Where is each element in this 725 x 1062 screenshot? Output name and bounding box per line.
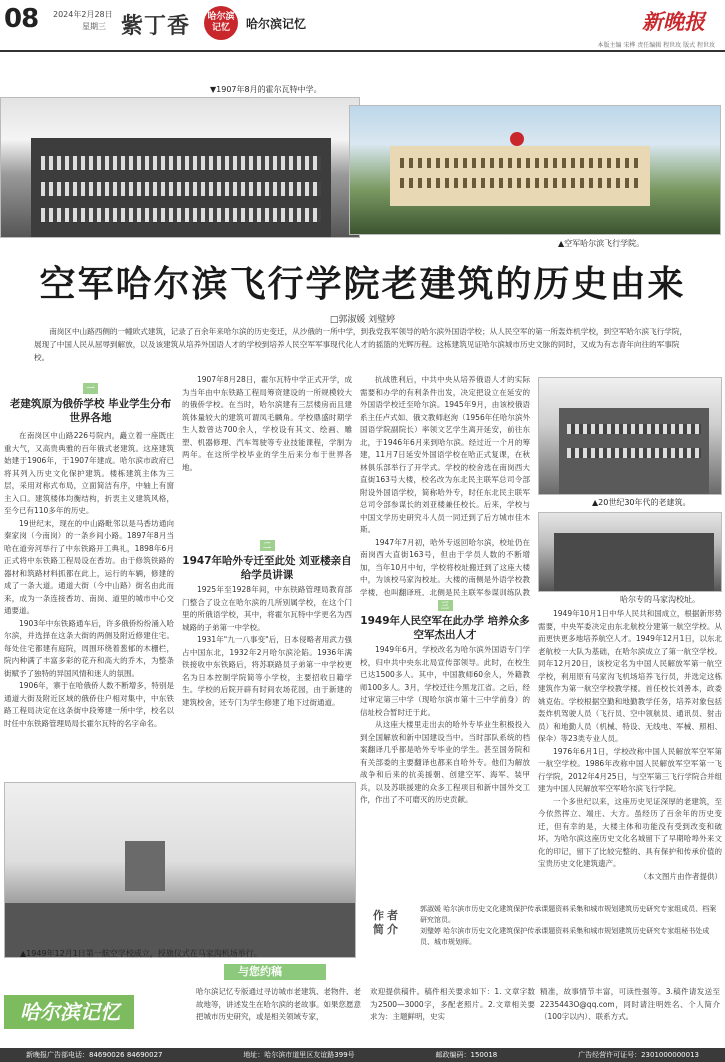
window-row: [400, 158, 640, 168]
section-2-title: 1947年哈外专迁至此处 刘亚楼亲自给学员讲课: [182, 555, 352, 581]
article-intro: 南岗区中山路西侧的一幢欧式建筑，记录了百余年来哈尔滨的历史变迁，从沙俄的一所中学，到我党我军领导的哈尔滨外国语学校；从人民空军的第一所轰炸机学校，到空军哈尔滨飞行学院，展现了中国人民从屈辱到解放，以及该建筑从培养外国语人才的学校到培养人民空军军事现代化人才的摇篮的光辉历程。这栋建筑见证哈尔滨城市历史文脉的同时，又成为有志青年向往的军事院校。: [34, 327, 688, 362]
window-row: [41, 208, 321, 222]
page-footer: [0, 1048, 725, 1062]
author-bio-label: 作者简介: [373, 909, 401, 936]
footer-postcode: 邮政编码：150018: [435, 1051, 498, 1059]
section-3-number: 三: [438, 600, 453, 611]
column-stamp-logo: 哈尔滨记忆: [204, 6, 238, 40]
section-3-heading: [360, 600, 530, 642]
call-text-2: 欢迎提供稿件。稿件相关要求如下：1. 文章字数为2500—3000字，多配老照片。2.文章相关要求为：主题鲜明，史实: [370, 987, 535, 1021]
paragraph: 1907年8月28日，霍尔瓦特中学正式开学，成为当年由中东铁路工程局筹资建设的一所规模较大的俄侨学校。在当时，哈尔滨建有三层楼房而且建筑体量较大的建筑可谓凤毛麟角。学校鼎盛时期学生人数曾达700余人，学校设有其文、绘画、雕塑、机器修理、汽车驾驶等专业技能课程，学制为两年。在这所学校毕业的学生后来分布于世界各地。: [182, 375, 352, 472]
photo-credit: （本文图片由作者提供）: [639, 871, 722, 881]
window-row: [41, 156, 321, 170]
editor-credits: 本版主编 宋桦 责任编辑 程世玫 版式 程世玫: [597, 42, 715, 49]
building-shape: [390, 146, 650, 206]
photo-caption-1930s-building: ▲20世纪30年代的老建筑。: [592, 498, 691, 507]
paragraph: 1949年6月，学校改名为哈尔滨外国语专门学校，归中共中央东北局宣传部领导。此时，在校生已达1500多人。其中，中国教师60余人，外籍教师100多人。3月，学校迁往今黑龙江省。之后，经过审定第三中学（现哈尔滨市第十三中学前身）的信址校合暂时迁于此。: [360, 645, 530, 717]
photo-caption-majiagou-campus: 哈尔专的马家沟校址。: [620, 595, 700, 604]
paragraph: 从这座大楼里走出去的哈外专毕业生积极投入到全国解放和新中国建设当中。当时部队系统的档案翻译几乎都是哈外专毕业的学生。甚至国务院和有关部委的主要翻译也都来自哈外专。他们为解放战争和后来的抗美援朝、创建空军、海军、装甲兵，以及苏联援建的众多工程项目和新中国外交工作，作出了不可磨灭的历史贡献。: [360, 720, 530, 804]
section-3-title: 1949年人民空军在此办学 培养众多空军杰出人才: [360, 615, 530, 641]
photo-flag-ceremony-1949: [4, 782, 356, 958]
column-3-bottom: [360, 644, 530, 898]
article-headline: 空军哈尔滨飞行学院老建筑的历史由来: [39, 264, 686, 305]
author-bio: [420, 904, 722, 948]
author-bio-guo: 郭淑媛 哈尔滨市历史文化建筑保护传承课题资料采集和城市规划建筑历史研究专家组成员、档案研究馆员。: [420, 905, 717, 924]
paragraph: 19世纪末，现在的中山路毗邻以是马香坊通向秦家岗（今南岗）的一条乡间小路。1897年8月当哈在道旁河举行了中东铁路开工典礼，1898年6月正式将中东铁路工程局设在香坊。由于修筑铁路的器材和筑路材料抓都在此上，运行的车辆，修建的成了一条大道。通道大街（今中山路）街名由此而来，成为一条连接香坊、南岗、道里的城市中心交通要道。: [4, 518, 174, 615]
window-row: [567, 448, 701, 458]
footer-ad-hotline: 新晚报广告部电话：84690026 84690027: [26, 1051, 163, 1059]
issue-weekday: 星期三: [82, 22, 106, 31]
column-name: 哈尔滨记忆: [246, 17, 307, 31]
column-2-top: [182, 374, 352, 534]
window-row: [567, 424, 701, 434]
paragraph: 1903年中东铁路通车后，许多俄侨纷纷涌入哈尔滨，并选择在这条大街的两侧及附近修建住宅。每处住宅都建有庭院，周围环绕着葱郁的木栅栏，院内种满了丰富多彩的花卉和高大的乔木，为整条街赋予了独特的异国风情和迷人的氛围。: [4, 618, 174, 678]
issue-date: 2024年2月28日: [53, 10, 113, 19]
red-star-emblem-icon: [510, 132, 524, 146]
photo-horvat-school-1907: [0, 97, 360, 238]
column-3-top: [360, 374, 530, 596]
footer-license: 广告经营许可证号：2301000000013: [578, 1051, 699, 1059]
newspaper-logo: 新晚报: [642, 10, 705, 34]
harbin-memory-logo: 哈尔滨记忆: [4, 995, 134, 1029]
column-1: [4, 430, 174, 778]
paragraph: 1947年7月初，哈外专返回哈尔滨，校址仍在南岗西大直街163号，但由于学员人数的不断增加，当年10月中旬，学校将校址搬迁到了这座大楼中，为该校马家沟校址。大楼的南侧是外语学校教学楼，也叫翻译班，北侧是民主联军参谋训练队教: [360, 537, 530, 596]
column-4: [538, 608, 722, 898]
paragraph: 1931年"九一八事变"后，日本侵略者用武力强占中国东北，1932年2月哈尔滨沦陷。1936年满铁接收中东铁路后，将苏联路员子弟第一中学校更名为日本控制学院简等小学校，主要招收日籍学生。学校的后院开辟有时间农场花园，由于新建的建筑校舍，还专门为学生修建了地下过街通道。: [182, 635, 352, 707]
paragraph: 1976年6月1日，学校改称中国人民解放军空军第一航空学校。1986年改称中国人民解放军空军第一飞行学院，2012年4月25日，与空军第三飞行学院合并组建为中国人民解放军空军哈尔滨飞行学院。: [538, 746, 722, 793]
flag-shape: [125, 841, 165, 891]
paragraph: 1949年10月1日中华人民共和国成立，根据新形势需要，中央军委决定由东北航校分建第一航空学校。从而更快更多地培养航空人才。1949年12月1日，以东北老航校一大队为基础，在哈尔滨成立了第一航空学校。同年12月20日，该校定名为中国人民解放军第一航空学校，利用原有马家沟飞机场培养飞行员，并选定这栋建筑作为第一航空学校教学楼。首任校长刘善本，政委姚克佑。学校根据空勤和地勤教学任务，培养对象包括轰炸机驾驶人员（飞行员、空中领航员、通讯员、射击员）和地勤人员（机械、特设、无线电、军械、照相、保伞）等23类专业人员。: [538, 609, 722, 743]
photo-flight-academy: [349, 105, 721, 235]
section-2-heading: [182, 540, 352, 582]
photo-caption-horvat-school: ▼1907年8月的霍尔瓦特中学。: [210, 85, 322, 94]
photo-caption-flag-ceremony: ▲1949年12月1日第一航空学校成立，授旗仪式在马家沟机场举行。: [20, 949, 262, 958]
section-name: 紫丁香: [121, 14, 191, 39]
paragraph: 一个多世纪以来，这座历史见证深厚的老建筑，至今依然挥立、端庄、大方。虽经历了百余年的历史变迁，但有幸的是，大楼主体和功能没有受到改变和破坏。为哈尔滨这座历史文化名城留下了早期哈埠外来文化的印记，留下了比较完整的、具有保护和传承价值的宝贵历史文化建筑遗产。: [538, 796, 722, 868]
paragraph: 1925年至1928年间，中东铁路管理局教育部门整合了设立在哈尔滨的几所别属学校，在这个门里的所俄语学校，其中，将霍尔瓦特中学更名为西城路的子弟第一中学校。: [182, 585, 352, 632]
author-bio-liu: 刘璧婷 哈尔滨市历史文化建筑保护传承课题资料采集和城市规划建筑历史研究专家组秘书处成员、城市规划师。: [420, 927, 710, 946]
header-rule: [0, 50, 725, 52]
photo-1930s-building: [538, 377, 722, 495]
call-text-1: 哈尔滨记忆专版通过寻访城市老建筑、老物件、老故地等，讲述发生在哈尔滨的老故事。如果您愿意把城市历史研究，或是相关领域专家，: [196, 987, 361, 1021]
section-1-number: 一: [83, 383, 98, 394]
building-shape: [554, 533, 714, 592]
window-row: [41, 182, 321, 196]
photo-caption-flight-academy: ▲空军哈尔滨飞行学院。: [558, 239, 645, 248]
call-text-3: 精准，故事情节丰富，可读性强等。3.稿件请发送至2235443O@qq.com，同时请注明姓名、个人简介（100字以内）、联系方式。: [540, 987, 720, 1021]
paragraph: 在南岗区中山路226号院内，矗立着一座既庄重大气，又高贵典雅的百年俄式老建筑。这座建筑始建于1906年，于1907年建成。哈尔滨市政府已将其列入历史文化保护建筑。楼栋建筑主体为三层，采用对称式布局，立面简洁有序，中轴上有窗主入口。建筑楼体均衡结构，折衷主义建筑风格，至今已有110多年的历史。: [4, 431, 174, 515]
paragraph: 1906年，寨于在哈俄侨人数不断增多，特别是通道大街及附近区域的俄侨住户相对集中，中东铁路工程局决定在这条街中段筹建一所中学，校名以时任中东铁路管理局局长霍尔瓦特的名字命名。: [4, 681, 174, 728]
section-2-number: 二: [260, 540, 275, 551]
section-1-heading: [8, 383, 173, 425]
section-1-title: 老建筑原为俄侨学校 毕业学生分布世界各地: [9, 398, 172, 424]
photo-majiagou-campus: [538, 512, 722, 592]
footer-address: 地址：哈尔滨市道里区友谊路399号: [243, 1051, 355, 1059]
page-header: [0, 0, 725, 52]
page-number: 08: [4, 4, 39, 34]
column-2-bottom: [182, 584, 352, 780]
article-byline: □郭淑媛 刘璧婷: [329, 315, 396, 325]
call-for-submissions-title: 与您约稿: [224, 964, 326, 980]
paragraph: 抗战胜利后，中共中央从培养俄语人才的实际需要和办学的有利条件出发，决定把设立在延安的外国语学校迁至哈尔滨。1945年9月，由该校俄语系主任卢式如、俄文教师赵洵（1956年任哈尔滨外国语学院副院长）率领文艺学生离开延安，前往东北，于1946年6月来到哈尔滨。经过近一个月的筹建，11月7日延安外国语学校在哈正式复课，在秋林俱乐部举行了开学式。学校的校舍选在南岗西大直街163号大楼，校名改为东北民主联军总司令部附设外国语学校，简称哈外专，时任东北民主联军总司令部参谋长的刘亚楼兼任校长。后来，学校与中国文学历史研究斗人员一同迁到了后方城市佳木斯。: [360, 375, 530, 534]
window-row: [400, 178, 640, 188]
